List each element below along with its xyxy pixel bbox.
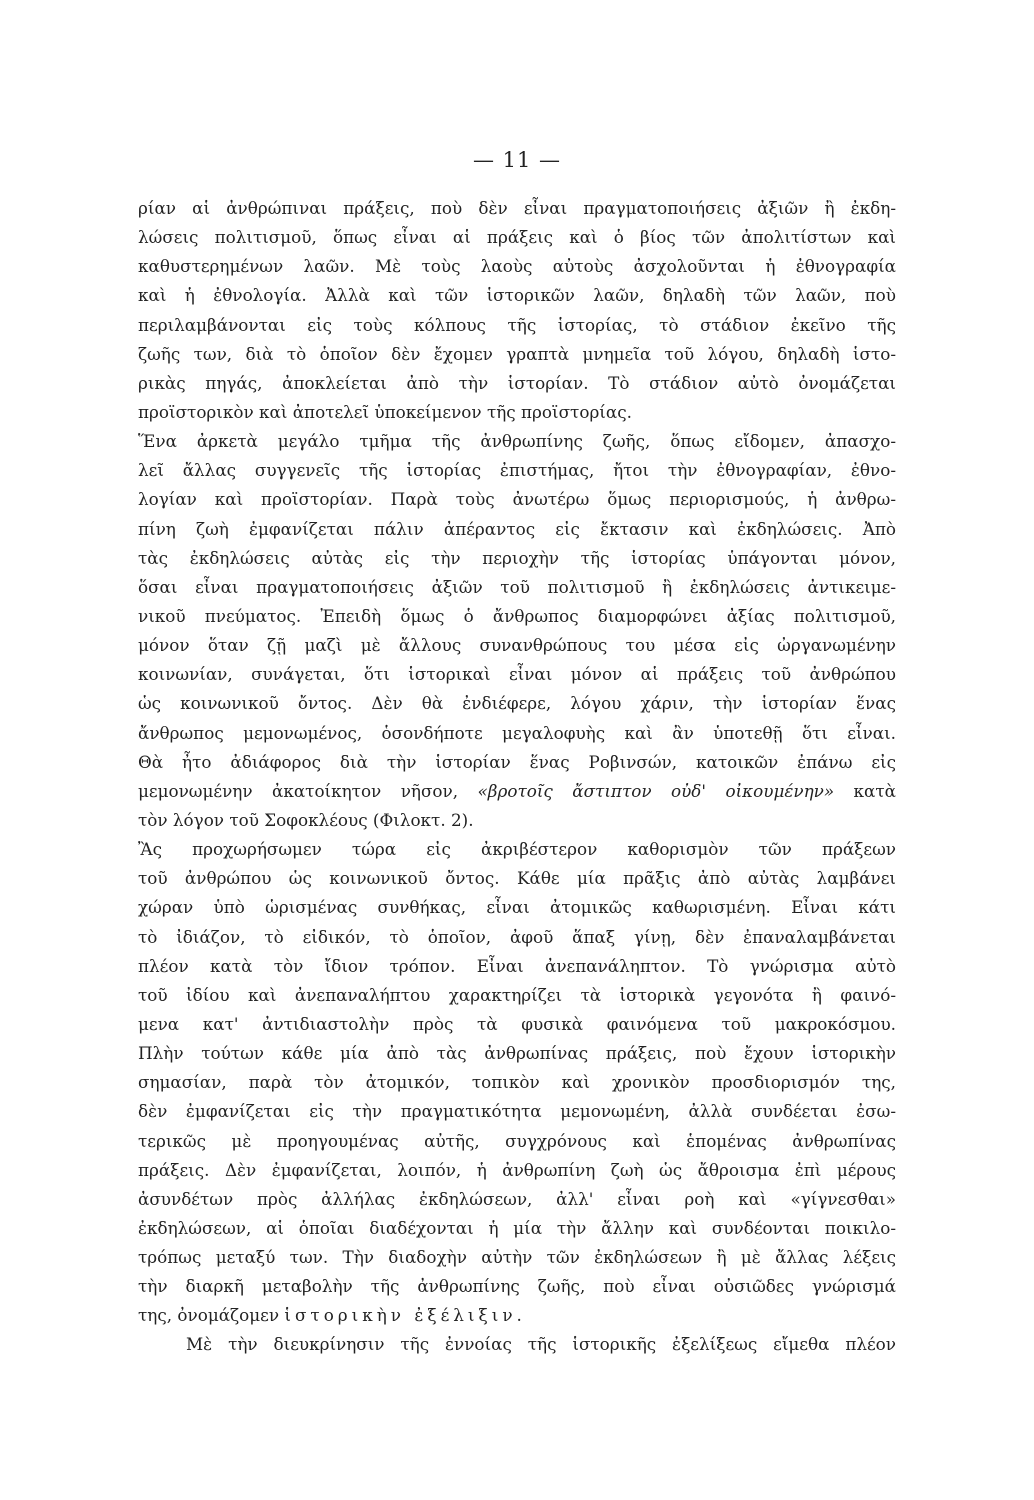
text-line: καθυστερημένων λαῶν. Μὲ τοὺς λαοὺς αὐτοὺς ἀσχολοῦνται ἡ ἐθνογραφία	[138, 256, 896, 277]
text-line: ἐκδηλώσεων, αἱ ὁποῖαι διαδέχονται ἡ μία τὴν ἄλλην καὶ συνδέονται ποικιλο-	[138, 1217, 896, 1238]
text-line: Ἂς προχωρήσωμεν τώρα εἰς ἀκριβέστερον καθορισμὸν τῶν πράξεων	[138, 839, 896, 860]
text-line: προϊστορικὸν καὶ ἀποτελεῖ ὑποκείμενον τῆς προϊστορίας.	[138, 401, 632, 422]
text-line: τὸ ἰδιάζον, τὸ εἰδικόν, τὸ ὁποῖον, ἀφοῦ ἅπαξ γίνῃ, δὲν ἐπαναλαμβάνεται	[138, 926, 896, 947]
text-line: τὸν λόγον τοῦ Σοφοκλέους (Φιλοκτ. 2).	[138, 809, 474, 830]
text-line: μενα κατ' ἀντιδιαστολὴν πρὸς τὰ φυσικὰ φαινόμενα τοῦ μακροκόσμου.	[138, 1013, 896, 1034]
text-segment: κατὰ	[834, 780, 896, 801]
text-line: τρόπως μεταξύ των. Τὴν διαδοχὴν αὐτὴν τῶν ἐκδηλώσεων ἢ μὲ ἄλλας λέξεις	[138, 1247, 896, 1268]
text-line: πράξεις. Δὲν ἐμφανίζεται, λοιπόν, ἡ ἀνθρωπίνη ζωὴ ὡς ἄθροισμα ἐπὶ μέρους	[138, 1159, 896, 1180]
text-line: μόνον ὅταν ζῇ μαζὶ μὲ ἄλλους συνανθρώπους του μέσα εἰς ὠργανωμένην	[138, 635, 896, 656]
text-line: Πλὴν τούτων κάθε μία ἀπὸ τὰς ἀνθρωπίνας πράξεις, ποὺ ἔχουν ἱστορικὴν	[138, 1043, 896, 1064]
text-line: περιλαμβάνονται εἰς τοὺς κόλπους τῆς ἱστορίας, τὸ στάδιον ἐκεῖνο τῆς	[138, 314, 896, 335]
text-line: Θὰ ἦτο ἀδιάφορος διὰ τὴν ἱστορίαν ἕνας Ροβινσών, κατοικῶν ἐπάνω εἰς	[138, 751, 896, 772]
text-line: ἄνθρωπος μεμονωμένος, ὁσονδήποτε μεγαλοφυὴς καὶ ἂν ὑποτεθῇ ὅτι εἶναι.	[138, 722, 896, 743]
text-line: σημασίαν, παρὰ τὸν ἀτομικόν, τοπικὸν καὶ χρονικὸν προσδιορισμόν της,	[138, 1072, 896, 1093]
text-line: κοινωνίαν, συνάγεται, ὅτι ἱστορικαὶ εἶναι μόνον αἱ πράξεις τοῦ ἀνθρώπου	[138, 664, 896, 685]
historical-evolution-term: ἱστορικὴν ἐξέλιξιν.	[284, 1305, 526, 1326]
text-line: τερικῶς μὲ προηγουμένας αὐτῆς, συγχρόνους καὶ ἑπομένας ἀνθρωπίνας	[138, 1130, 896, 1151]
text-line: πλέον κατὰ τὸν ἴδιον τρόπον. Εἶναι ἀνεπανάληπτον. Τὸ γνώρισμα αὐτὸ	[138, 955, 896, 976]
text-line: λώσεις πολιτισμοῦ, ὅπως εἶναι αἱ πράξεις καὶ ὁ βίος τῶν ἀπολιτίστων καὶ	[138, 227, 896, 248]
text-line: ζωῆς των, διὰ τὸ ὁποῖον δὲν ἔχομεν γραπτὰ μνημεῖα τοῦ λόγου, δηλαδὴ ἱστο-	[138, 343, 896, 364]
text-line: λεῖ ἄλλας συγγενεῖς τῆς ἱστορίας ἐπιστήμας, ἤτοι τὴν ἐθνογραφίαν, ἐθνο-	[138, 460, 896, 481]
text-line: τὰς ἐκδηλώσεις αὐτὰς εἰς τὴν περιοχὴν τῆς ἱστορίας ὑπάγονται μόνον,	[138, 547, 896, 568]
text-line: ρίαν αἱ ἀνθρώπιναι πράξεις, ποὺ δὲν εἶναι πραγματοποιήσεις ἀξιῶν ἢ ἐκδη-	[138, 198, 896, 218]
text-line: ρικὰς πηγάς, ἀποκλείεται ἀπὸ τὴν ἱστορίαν. Τὸ στάδιον αὐτὸ ὀνομάζεται	[138, 372, 896, 393]
text-line: Μὲ τὴν διευκρίνησιν τῆς ἐννοίας τῆς ἱστορικῆς ἐξελίξεως εἴμεθα πλέον	[186, 1334, 896, 1355]
text-line: δὲν ἐμφανίζεται εἰς τὴν πραγματικότητα μεμονωμένη, ἀλλὰ συνδέεται ἐσω-	[138, 1101, 896, 1122]
text-line: χώραν ὑπὸ ὡρισμένας συνθήκας, εἶναι ἀτομικῶς καθωρισμένη. Εἶναι κάτι	[138, 897, 896, 918]
text-line: ὡς κοινωνικοῦ ὄντος. Δὲν θὰ ἐνδιέφερε, λόγου χάριν, τὴν ἱστορίαν ἕνας	[138, 693, 896, 714]
body-text	[138, 194, 896, 1360]
text-line: λογίαν καὶ προϊστορίαν. Παρὰ τοὺς ἀνωτέρω ὅμως περιορισμούς, ἡ ἀνθρω-	[138, 489, 896, 510]
text-line: ὅσαι εἶναι πραγματοποιήσεις ἀξιῶν τοῦ πολιτισμοῦ ἢ ἐκδηλώσεις ἀντικειμε-	[138, 576, 896, 597]
text-line: τοῦ ἀνθρώπου ὡς κοινωνικοῦ ὄντος. Κάθε μία πρᾶξις ἀπὸ αὐτὰς λαμβάνει	[138, 868, 896, 889]
text-line-emphasis	[138, 1301, 896, 1330]
text-line: τοῦ ἰδίου καὶ ἀνεπαναλήπτου χαρακτηρίζει τὰ ἱστορικὰ γεγονότα ἢ φαινό-	[138, 984, 896, 1005]
text-line: καὶ ἡ ἐθνολογία. Ἀλλὰ καὶ τῶν ἱστορικῶν λαῶν, δηλαδὴ τῶν λαῶν, ποὺ	[138, 285, 896, 306]
text-line: νικοῦ πνεύματος. Ἐπειδὴ ὅμως ὁ ἄνθρωπος διαμορφώνει ἀξίας πολιτισμοῦ,	[138, 605, 896, 626]
sophocles-quote: «βροτοῖς ἄστιπτον οὐδ' οἰκουμένην»	[477, 780, 835, 801]
text-line: Ἕνα ἀρκετὰ μεγάλο τμῆμα τῆς ἀνθρωπίνης ζωῆς, ὅπως εἴδομεν, ἀπασχο-	[138, 431, 896, 452]
page-number: — 11 —	[472, 148, 562, 172]
text-line: τὴν διαρκῆ μεταβολὴν τῆς ἀνθρωπίνης ζωῆς, ποὺ εἶναι οὐσιῶδες γνώρισμά	[138, 1276, 896, 1297]
text-segment: της, ὀνομάζομεν	[138, 1305, 285, 1326]
text-line: ἀσυνδέτων πρὸς ἀλλήλας ἐκδηλώσεων, ἀλλ' εἶναι ροὴ καὶ «γίγνεσθαι»	[138, 1188, 896, 1209]
text-line: πίνη ζωὴ ἐμφανίζεται πάλιν ἀπέραντος εἰς ἔκτασιν καὶ ἐκδηλώσεις. Ἀπὸ	[138, 518, 896, 539]
text-segment: μεμονωμένην ἀκατοίκητον νῆσον,	[138, 780, 478, 801]
text-line-quote	[138, 777, 896, 806]
